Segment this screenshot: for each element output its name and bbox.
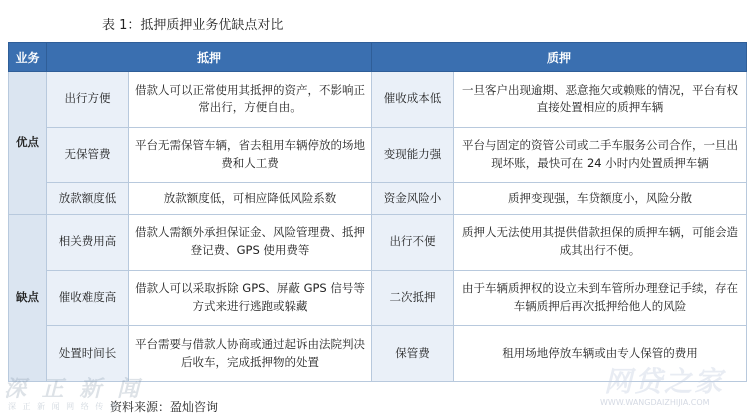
table-header-row (9, 43, 747, 72)
pledge-desc: 质押变现强，车贷额度小，风险分散 (454, 183, 747, 214)
group-advantages: 优点 (9, 72, 47, 215)
pledge-label: 出行不便 (372, 214, 454, 270)
source-note: 资料来源：盈灿咨询 (110, 400, 219, 414)
pledge-label: 资金风险小 (372, 183, 454, 214)
table-row (9, 72, 747, 128)
group-disadvantages: 缺点 (9, 214, 47, 381)
pledge-desc: 质押人无法使用其提供借款担保的质押车辆，可能会造成其出行不便。 (454, 214, 747, 270)
mortgage-label: 相关费用高 (47, 214, 129, 270)
pledge-label: 二次抵押 (372, 270, 454, 326)
watermark-right: 网贷之家 (604, 365, 725, 398)
watermark-left-sub: 深 正 新 闻 网 络 传 播 (8, 402, 120, 411)
pledge-label: 变现能力强 (372, 127, 454, 183)
watermark-right-sub: WWW.WANGDAIZHIJIA.COM (600, 398, 710, 407)
pledge-label: 催收成本低 (372, 72, 454, 128)
comparison-table (8, 42, 747, 382)
mortgage-desc: 借款人需额外承担保证金、风险管理费、抵押登记费、GPS 使用费等 (129, 214, 372, 270)
table-row (9, 183, 747, 214)
mortgage-desc: 放款额度低，可相应降低风险系数 (129, 183, 372, 214)
header-pledge: 质押 (372, 43, 747, 72)
pledge-desc: 平台与固定的资管公司或二手车服务公司合作，一旦出现坏账，最快可在 24 小时内处置质押车辆 (454, 127, 747, 183)
mortgage-label: 出行方便 (47, 72, 129, 128)
mortgage-label: 无保管费 (47, 127, 129, 183)
mortgage-label: 催收难度高 (47, 270, 129, 326)
mortgage-desc: 平台无需保管车辆，省去租用车辆停放的场地费和人工费 (129, 127, 372, 183)
header-business: 业务 (9, 43, 47, 72)
mortgage-desc: 借款人可以正常使用其抵押的资产，不影响正常出行，方便自由。 (129, 72, 372, 128)
watermark-left: 深 正 新 闻 (4, 376, 143, 402)
pledge-desc: 一旦客户出现逾期、恶意拖欠或赖账的情况，平台有权直接处置相应的质押车辆 (454, 72, 747, 128)
pledge-label: 保管费 (372, 326, 454, 382)
mortgage-label: 处置时间长 (47, 326, 129, 382)
header-mortgage: 抵押 (47, 43, 372, 72)
pledge-desc: 租用场地停放车辆或由专人保管的费用 (454, 326, 747, 382)
mortgage-label: 放款额度低 (47, 183, 129, 214)
table-row (9, 127, 747, 183)
mortgage-desc: 平台需要与借款人协商或通过起诉由法院判决后收车，完成抵押物的处置 (129, 326, 372, 382)
pledge-desc: 由于车辆质押权的设立未到车管所办理登记手续，存在车辆质押后再次抵押给他人的风险 (454, 270, 747, 326)
mortgage-desc: 借款人可以采取拆除 GPS、屏蔽 GPS 信号等方式来进行逃跑或躲藏 (129, 270, 372, 326)
table-row (9, 214, 747, 270)
table-caption: 表 1：抵押质押业务优缺点对比 (102, 18, 284, 33)
table-row (9, 270, 747, 326)
